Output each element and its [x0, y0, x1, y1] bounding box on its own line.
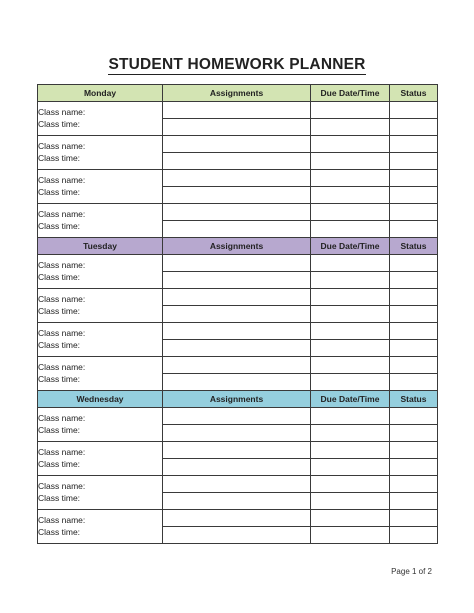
column-header: Assignments: [163, 391, 311, 408]
class-time-label: Class time:: [38, 458, 81, 469]
due-date-cell[interactable]: [311, 136, 390, 153]
class-time-label: Class time:: [38, 118, 81, 129]
page-number: Page 1 of 2: [391, 567, 432, 576]
status-cell[interactable]: [390, 493, 438, 510]
status-cell[interactable]: [390, 357, 438, 374]
day-header-row: [38, 391, 438, 408]
assignment-cell[interactable]: [163, 102, 311, 119]
assignment-cell[interactable]: [163, 374, 311, 391]
status-cell[interactable]: [390, 204, 438, 221]
class-name-label: Class name:: [38, 481, 86, 491]
due-date-cell[interactable]: [311, 272, 390, 289]
assignment-cell[interactable]: [163, 323, 311, 340]
due-date-cell[interactable]: [311, 323, 390, 340]
assignment-cell[interactable]: [163, 153, 311, 170]
class-time-label: Class time:: [38, 492, 81, 503]
due-date-cell[interactable]: [311, 442, 390, 459]
status-cell[interactable]: [390, 459, 438, 476]
table-row: [38, 510, 438, 527]
class-info-cell[interactable]: [38, 204, 163, 238]
column-header: Status: [390, 238, 438, 255]
assignment-cell[interactable]: [163, 170, 311, 187]
status-cell[interactable]: [390, 170, 438, 187]
due-date-cell[interactable]: [311, 408, 390, 425]
due-date-cell[interactable]: [311, 306, 390, 323]
due-date-cell[interactable]: [311, 340, 390, 357]
class-name-label: Class name:: [38, 413, 86, 423]
status-cell[interactable]: [390, 255, 438, 272]
assignment-cell[interactable]: [163, 357, 311, 374]
class-info-cell[interactable]: [38, 255, 163, 289]
assignment-cell[interactable]: [163, 408, 311, 425]
page-title-text: STUDENT HOMEWORK PLANNER: [108, 56, 366, 73]
table-row: [38, 255, 438, 272]
due-date-cell[interactable]: [311, 204, 390, 221]
day-name: Wednesday: [38, 391, 163, 408]
assignment-cell[interactable]: [163, 119, 311, 136]
class-info-cell[interactable]: [38, 510, 163, 544]
class-name-label: Class name:: [38, 107, 86, 117]
homework-planner-table: [37, 84, 438, 544]
class-time-label: Class time:: [38, 373, 81, 384]
due-date-cell[interactable]: [311, 425, 390, 442]
column-header: Due Date/Time: [311, 85, 390, 102]
due-date-cell[interactable]: [311, 289, 390, 306]
class-info-cell[interactable]: [38, 408, 163, 442]
status-cell[interactable]: [390, 374, 438, 391]
class-time-label: Class time:: [38, 305, 81, 316]
due-date-cell[interactable]: [311, 374, 390, 391]
class-info-cell[interactable]: [38, 289, 163, 323]
class-time-label: Class time:: [38, 220, 81, 231]
class-info-cell[interactable]: [38, 102, 163, 136]
column-header: Assignments: [163, 85, 311, 102]
due-date-cell[interactable]: [311, 510, 390, 527]
status-cell[interactable]: [390, 119, 438, 136]
class-name-label: Class name:: [38, 294, 86, 304]
table-row: [38, 170, 438, 187]
day-name: Monday: [38, 85, 163, 102]
due-date-cell[interactable]: [311, 187, 390, 204]
class-time-label: Class time:: [38, 339, 81, 350]
status-cell[interactable]: [390, 476, 438, 493]
due-date-cell[interactable]: [311, 493, 390, 510]
class-name-label: Class name:: [38, 447, 86, 457]
assignment-cell[interactable]: [163, 306, 311, 323]
class-info-cell[interactable]: [38, 442, 163, 476]
assignment-cell[interactable]: [163, 459, 311, 476]
class-name-label: Class name:: [38, 209, 86, 219]
assignment-cell[interactable]: [163, 187, 311, 204]
class-name-label: Class name:: [38, 328, 86, 338]
due-date-cell[interactable]: [311, 255, 390, 272]
status-cell[interactable]: [390, 408, 438, 425]
class-name-label: Class name:: [38, 175, 86, 185]
class-name-label: Class name:: [38, 141, 86, 151]
class-info-cell[interactable]: [38, 476, 163, 510]
assignment-cell[interactable]: [163, 221, 311, 238]
table-row: [38, 476, 438, 493]
status-cell[interactable]: [390, 442, 438, 459]
column-header: Assignments: [163, 238, 311, 255]
day-header-row: [38, 238, 438, 255]
table-row: [38, 408, 438, 425]
class-time-label: Class time:: [38, 271, 81, 282]
status-cell[interactable]: [390, 187, 438, 204]
assignment-cell[interactable]: [163, 425, 311, 442]
class-time-label: Class time:: [38, 186, 81, 197]
assignment-cell[interactable]: [163, 289, 311, 306]
status-cell[interactable]: [390, 306, 438, 323]
status-cell[interactable]: [390, 221, 438, 238]
status-cell[interactable]: [390, 425, 438, 442]
assignment-cell[interactable]: [163, 510, 311, 527]
status-cell[interactable]: [390, 323, 438, 340]
table-row: [38, 102, 438, 119]
assignment-cell[interactable]: [163, 527, 311, 544]
due-date-cell[interactable]: [311, 527, 390, 544]
table-row: [38, 289, 438, 306]
class-time-label: Class time:: [38, 424, 81, 435]
due-date-cell[interactable]: [311, 221, 390, 238]
status-cell[interactable]: [390, 153, 438, 170]
column-header: Due Date/Time: [311, 238, 390, 255]
class-time-label: Class time:: [38, 526, 81, 537]
assignment-cell[interactable]: [163, 255, 311, 272]
status-cell[interactable]: [390, 102, 438, 119]
due-date-cell[interactable]: [311, 153, 390, 170]
assignment-cell[interactable]: [163, 272, 311, 289]
class-info-cell[interactable]: [38, 357, 163, 391]
class-info-cell[interactable]: [38, 170, 163, 204]
assignment-cell[interactable]: [163, 442, 311, 459]
class-time-label: Class time:: [38, 152, 81, 163]
status-cell[interactable]: [390, 527, 438, 544]
day-header-row: [38, 85, 438, 102]
status-cell[interactable]: [390, 272, 438, 289]
due-date-cell[interactable]: [311, 102, 390, 119]
assignment-cell[interactable]: [163, 493, 311, 510]
day-name: Tuesday: [38, 238, 163, 255]
class-name-label: Class name:: [38, 515, 86, 525]
assignment-cell[interactable]: [163, 204, 311, 221]
table-row: [38, 323, 438, 340]
status-cell[interactable]: [390, 510, 438, 527]
column-header: Due Date/Time: [311, 391, 390, 408]
page-title: [0, 56, 474, 74]
due-date-cell[interactable]: [311, 170, 390, 187]
table-row: [38, 136, 438, 153]
column-header: Status: [390, 85, 438, 102]
due-date-cell[interactable]: [311, 119, 390, 136]
status-cell[interactable]: [390, 340, 438, 357]
planner-body: [38, 85, 438, 544]
assignment-cell[interactable]: [163, 136, 311, 153]
class-info-cell[interactable]: [38, 323, 163, 357]
due-date-cell[interactable]: [311, 357, 390, 374]
status-cell[interactable]: [390, 289, 438, 306]
assignment-cell[interactable]: [163, 340, 311, 357]
table-row: [38, 204, 438, 221]
table-row: [38, 442, 438, 459]
due-date-cell[interactable]: [311, 476, 390, 493]
class-name-label: Class name:: [38, 362, 86, 372]
due-date-cell[interactable]: [311, 459, 390, 476]
column-header: Status: [390, 391, 438, 408]
class-info-cell[interactable]: [38, 136, 163, 170]
class-name-label: Class name:: [38, 260, 86, 270]
status-cell[interactable]: [390, 136, 438, 153]
assignment-cell[interactable]: [163, 476, 311, 493]
table-row: [38, 357, 438, 374]
